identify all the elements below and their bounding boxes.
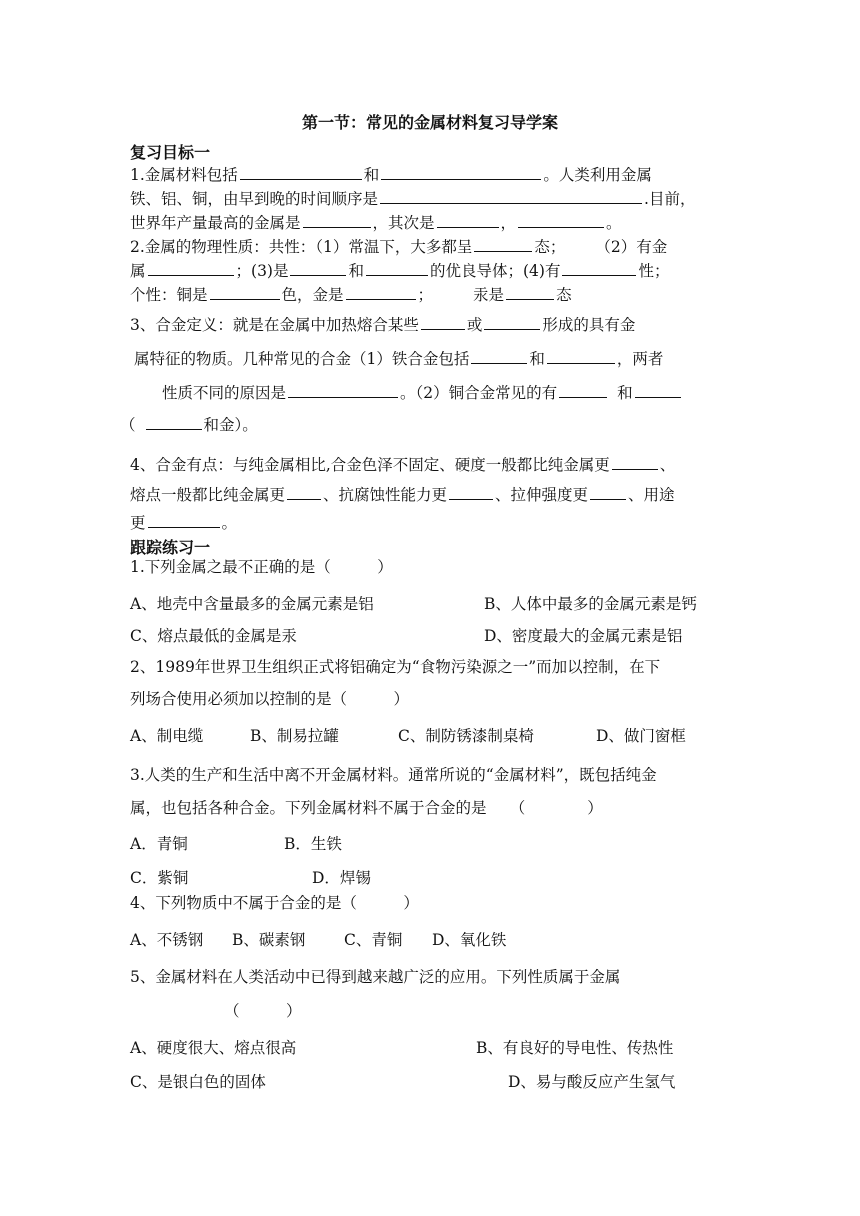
item3-line4: （ 和金）。 [120,412,258,436]
section-heading-review-goal: 复习目标一 [130,143,211,162]
q1-option-b[interactable]: B、人体中最多的金属元素是钙 [484,595,697,613]
q3-stem-line1: 3.人类的生产和生活中离不开金属材料。通常所说的“金属材料”，既包括纯金 [130,766,657,784]
q2-stem-line2: 列场合使用必须加以控制的是（ ） [130,690,410,708]
q1-option-c[interactable]: C、熔点最低的金属是汞 [130,627,297,645]
q5-stem-line1: 5、金属材料在人类活动中已得到越来越广泛的应用。下列性质属于金属 [130,968,621,986]
item1-line2: 铁、铝、铜，由早到晚的时间顺序是 .目前， [130,186,695,210]
item4-line2: 熔点一般都比纯金属更 、抗腐蚀性能力更 、拉伸强度更 、用途 [130,482,675,506]
q5-option-b[interactable]: B、有良好的导电性、传热性 [476,1039,674,1057]
blank[interactable] [346,282,416,300]
blank[interactable] [474,234,532,252]
q5-option-d[interactable]: D、易与酸反应产生氢气 [508,1073,676,1091]
q2-option-d[interactable]: D、做门窗框 [596,727,686,745]
blank[interactable] [437,210,499,228]
blank[interactable] [590,482,626,500]
q2-stem-line1: 2、1989年世界卫生组织正式将铝确定为“食物污染源之一”而加以控制，在下 [130,658,661,676]
blank[interactable] [518,210,604,228]
blank[interactable] [303,210,371,228]
blank[interactable] [288,380,398,398]
item1-line3: 世界年产量最高的金属是 ，其次是 ， 。 [130,210,622,234]
q5-option-c[interactable]: C、是银白色的固体 [130,1073,266,1091]
blank[interactable] [210,282,280,300]
blank[interactable] [421,312,465,330]
item4-line3: 更 。 [130,510,237,534]
item1-line1: 1.金属材料包括 和 。人类利用金属 [130,162,652,186]
blank[interactable] [290,258,346,276]
q1-option-a[interactable]: A、地壳中含量最多的金属元素是铝 [130,595,374,613]
blank[interactable] [506,282,554,300]
q3-stem-line2: 属，也包括各种合金。下列金属材料不属于合金的是 （ ） [130,799,603,817]
blank[interactable] [562,258,636,276]
item3-line1: 3、合金定义：就是在金属中加热熔合某些 或 形成的具有金 [130,312,635,336]
q4-option-d[interactable]: D、氧化铁 [432,931,507,949]
q1-stem: 1.下列金属之最不正确的是（ ） [130,558,393,576]
q1-option-d[interactable]: D、密度最大的金属元素是铝 [484,627,683,645]
document-title: 第一节：常见的金属材料复习导学案 [301,113,558,132]
q4-stem: 4、下列物质中不属于合金的是（ ） [130,894,419,912]
item3-line3: 性质不同的原因是 。（2）铜合金常见的有 和 [162,380,683,404]
section-heading-practice: 跟踪练习一 [130,538,211,557]
item2-line3: 个性：铜是 色，金是 ； 汞是 态 [130,282,572,306]
blank[interactable] [146,412,202,430]
q2-option-c[interactable]: C、制防锈漆制桌椅 [398,727,534,745]
blank[interactable] [449,482,493,500]
blank[interactable] [484,312,540,330]
q4-option-c[interactable]: C、青铜 [344,931,403,949]
q3-option-c[interactable]: C．紫铜 [130,869,189,887]
q2-option-b[interactable]: B、制易拉罐 [250,727,339,745]
q4-option-b[interactable]: B、碳素钢 [232,931,306,949]
item3-line2: 属特征的物质。几种常见的合金（1）铁合金包括 和 ，两者 [134,346,663,370]
blank[interactable] [471,346,527,364]
q5-stem-line2: （ ） [224,1002,302,1020]
q4-option-a[interactable]: A、不锈钢 [130,931,204,949]
q3-option-d[interactable]: D．焊锡 [312,869,371,887]
blank[interactable] [381,162,541,180]
blank[interactable] [148,510,220,528]
blank[interactable] [287,482,321,500]
blank[interactable] [547,346,615,364]
item4-line1: 4、合金有点：与纯金属相比,合金色泽不固定、硬度一般都比纯金属更 、 [130,452,675,476]
blank[interactable] [240,162,362,180]
item2-line2: 属 ；(3)是 和 的优良导体；(4)有 性； [130,258,669,282]
blank[interactable] [380,186,642,204]
q3-option-a[interactable]: A．青铜 [130,835,188,853]
item2-line1: 2.金属的物理性质：共性：（1）常温下，大多都呈 态； （2）有金 [130,234,667,258]
blank[interactable] [366,258,428,276]
blank[interactable] [148,258,234,276]
blank[interactable] [635,380,681,398]
blank[interactable] [559,380,607,398]
q2-option-a[interactable]: A、制电缆 [130,727,204,745]
q3-option-b[interactable]: B．生铁 [284,835,342,853]
blank[interactable] [612,452,658,470]
q5-option-a[interactable]: A、硬度很大、熔点很高 [130,1039,297,1057]
